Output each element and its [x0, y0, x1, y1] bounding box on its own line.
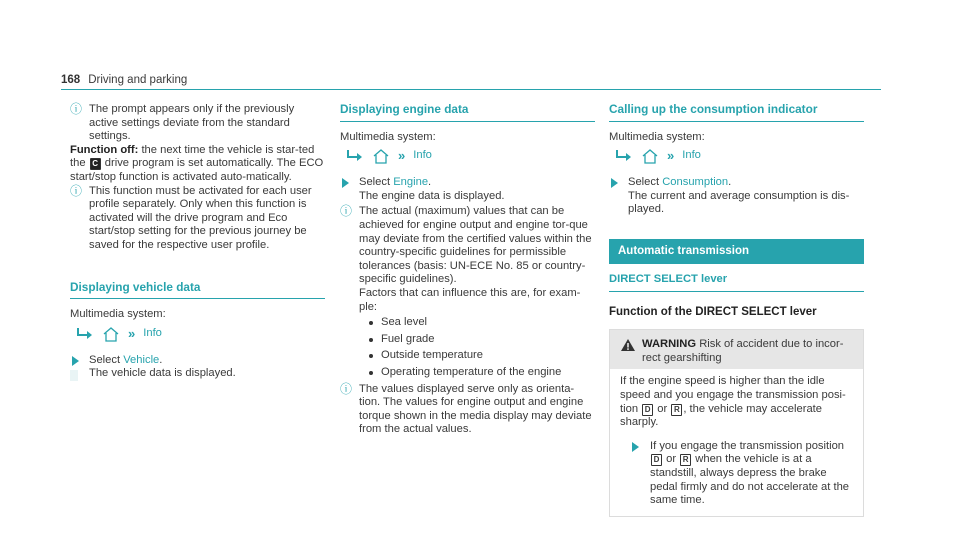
step-text-end: .	[428, 176, 432, 189]
menu-path	[76, 326, 325, 342]
warning-text-or: or	[657, 402, 668, 415]
warning-risk: Risk of accident due to incor-rect gearshifting	[642, 338, 844, 364]
list-item: Fuel grade	[369, 333, 595, 347]
factor-list	[340, 316, 595, 379]
step-result: The engine data is displayed.	[359, 189, 505, 202]
menu-link-engine[interactable]: Engine	[393, 176, 429, 189]
note-text: The prompt appears only if the previously active settings deviate from the standard settings.	[89, 103, 295, 143]
triangle-play-icon	[342, 178, 349, 188]
step-result: The vehicle data is displayed.	[89, 367, 236, 380]
section-heading-vehicle-data: Displaying vehicle data	[70, 281, 325, 300]
menu-path-info[interactable]: Info	[143, 326, 162, 339]
info-circle-icon: ⓘ	[70, 183, 83, 198]
double-chevron-icon: »	[398, 148, 406, 164]
menu-path	[346, 148, 595, 164]
function-off-text: the next time the vehicle is star-ted the	[70, 143, 315, 170]
warning-triangle-icon	[620, 338, 636, 352]
menu-path-info[interactable]: Info	[413, 149, 432, 162]
system-label: Multimedia system:	[609, 130, 705, 143]
function-off-label: Function off:	[70, 143, 139, 156]
instruction-step	[609, 176, 864, 217]
section-heading-consumption: Calling up the consumption indicator	[609, 103, 864, 122]
section-banner-automatic-transmission: Automatic transmission	[609, 239, 864, 264]
double-chevron-icon: »	[128, 325, 136, 341]
info-circle-icon: ⓘ	[340, 204, 353, 219]
warning-step-text-2: when the vehicle is at a standstill, always depress the brake pedal firmly and do not accelerate at the same time.	[650, 453, 850, 507]
arrow-turn-right-icon	[615, 150, 633, 162]
menu-link-consumption[interactable]: Consumption	[662, 176, 729, 189]
function-heading: Function of the DIRECT SELECT lever	[609, 305, 817, 318]
function-off-paragraph	[70, 144, 325, 185]
step-bar	[70, 370, 78, 381]
step-result: The current and average consumption is dis-played.	[628, 189, 850, 216]
warning-description	[620, 375, 855, 429]
step-text-end: .	[159, 353, 163, 366]
note-text: The values displayed serve only as orienta-tion. The values for engine output and engine torque shown in the media display may deviate from the actual values.	[359, 382, 592, 436]
column-1	[70, 103, 325, 383]
arrow-turn-right-icon	[346, 150, 364, 162]
column-3	[609, 103, 864, 517]
triangle-play-icon	[632, 442, 639, 452]
warning-step	[626, 440, 855, 508]
info-note	[70, 185, 325, 253]
arrow-turn-right-icon	[76, 328, 94, 340]
section-heading-engine-data: Displaying engine data	[340, 103, 595, 122]
section-title: Driving and parking	[88, 74, 188, 86]
info-note	[70, 103, 325, 144]
step-text-end: .	[728, 176, 732, 189]
gear-d-key-icon: D	[651, 454, 662, 466]
instruction-step	[340, 176, 595, 203]
warning-header-text	[642, 338, 855, 365]
step-text: Select	[628, 176, 660, 189]
step-text: Select	[359, 176, 391, 189]
double-chevron-icon: »	[667, 148, 675, 164]
page-header	[61, 74, 187, 88]
list-item: Outside temperature	[369, 349, 595, 363]
info-note	[340, 383, 595, 437]
warning-text-2: , the vehicle may accelerate sharply.	[620, 402, 822, 429]
warning-step-or: or	[666, 453, 677, 466]
menu-path	[615, 148, 864, 164]
info-circle-icon: ⓘ	[340, 381, 353, 396]
menu-link-vehicle[interactable]: Vehicle	[123, 353, 160, 366]
info-note	[340, 205, 595, 287]
triangle-play-icon	[72, 356, 79, 366]
warning-box	[609, 329, 864, 517]
note-text: This function must be activated for each user profile separately. Only when this function is activated will the drive program and Eco start/stop setting for the previous journey be saved for the respective user profile.	[89, 184, 312, 251]
list-item: Operating temperature of the engine	[369, 366, 595, 380]
home-icon[interactable]	[372, 148, 390, 164]
gear-r-key-icon: R	[680, 454, 691, 466]
subsection-heading-direct-select: DIRECT SELECT lever	[609, 273, 864, 292]
list-item: Sea level	[369, 316, 595, 330]
drive-program-c-key-icon: C	[90, 158, 101, 170]
warning-text: If the engine speed is higher than the idle speed and you engage the transmission posi-tion	[620, 375, 846, 415]
factors-intro: Factors that can influence this are, for exam-ple:	[359, 286, 581, 313]
system-label: Multimedia system:	[340, 130, 436, 143]
info-circle-icon: ⓘ	[70, 102, 83, 116]
note-text: The actual (maximum) values that can be achieved for engine output and engine tor-que may deviate from the certified values within the country-specific guidelines for permissible tolerances (basis: UN-ECE No. 85 or country-specific guidelines).	[359, 205, 592, 286]
header-divider	[61, 89, 881, 90]
home-icon[interactable]	[641, 148, 659, 164]
warning-step-text: If you engage the transmission position	[650, 439, 845, 452]
warning-header	[610, 330, 863, 369]
column-2	[340, 103, 595, 437]
home-icon[interactable]	[102, 326, 120, 342]
gear-r-key-icon: R	[671, 404, 682, 416]
page-number: 168	[61, 74, 81, 86]
warning-label: WARNING	[642, 338, 697, 351]
triangle-play-icon	[611, 178, 618, 188]
system-label: Multimedia system:	[70, 308, 166, 321]
menu-path-info[interactable]: Info	[682, 149, 701, 162]
function-off-text-2: drive program is set automatically. The ECO start/stop function is activated auto-matically.	[70, 157, 324, 183]
gear-d-key-icon: D	[642, 404, 653, 416]
step-text: Select	[89, 353, 121, 366]
warning-body	[610, 369, 863, 515]
instruction-step	[70, 354, 325, 381]
